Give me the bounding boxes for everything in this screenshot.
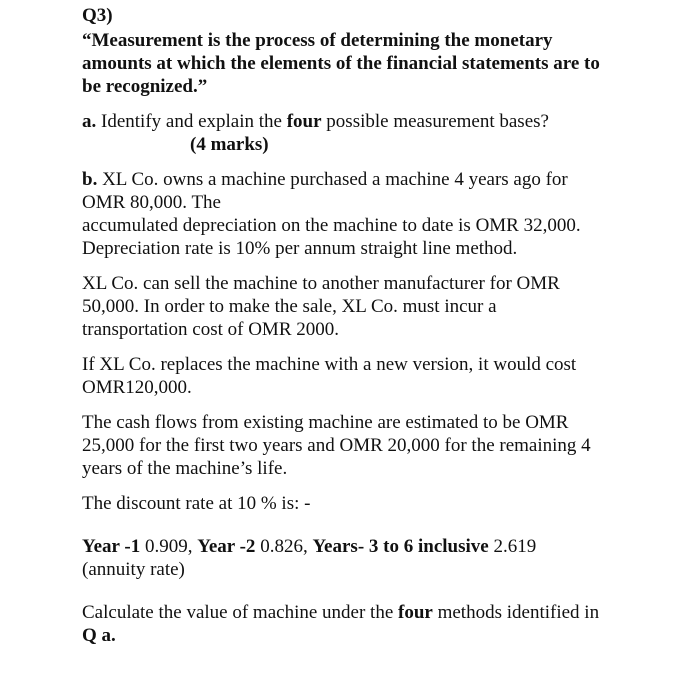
spacer xyxy=(82,581,602,601)
question-quote: “Measurement is the process of determining the monetary amounts at which the elements of the financial statements are to be recognized.” xyxy=(82,30,600,97)
year3-value: 2.619 (annuity rate) xyxy=(82,536,537,580)
part-b-cashflow-paragraph: The cash flows from existing machine are estimated to be OMR 25,000 for the first two years and OMR 20,000 for the remaining 4 years of the machine’s life. xyxy=(82,412,591,479)
question-document xyxy=(82,4,602,647)
question-number: Q3) xyxy=(82,5,113,26)
part-a xyxy=(82,110,602,156)
final-emphasis: four xyxy=(398,602,433,623)
part-b-sale-paragraph: XL Co. can sell the machine to another manufacturer for OMR 50,000. In order to make the sale, XL Co. must incur a transportation cost of OMR 2000. xyxy=(82,273,560,340)
discount-factors xyxy=(82,535,602,581)
part-a-emphasis: four xyxy=(286,111,322,132)
year2-value: 0.826, xyxy=(255,536,313,557)
final-text-middle: methods identified in xyxy=(432,602,600,623)
part-b-replacement-paragraph: If XL Co. replaces the machine with a new version, it would cost OMR120,000. xyxy=(82,354,577,398)
part-b-label: b. xyxy=(82,169,98,190)
part-a-label: a. xyxy=(82,111,97,132)
year2-label: Year -2 xyxy=(197,536,256,557)
year1-value: 0.909, xyxy=(140,536,198,557)
final-instruction xyxy=(82,601,602,647)
part-b-line1-text: XL Co. owns a machine purchased a machine 4 years ago for OMR 80,000. The xyxy=(82,169,568,213)
year3-label: Years- 3 to 6 inclusive xyxy=(312,536,489,557)
part-a-text-after: possible measurement bases? xyxy=(321,111,549,132)
part-a-marks: (4 marks) xyxy=(190,134,269,155)
year1-label: Year -1 xyxy=(82,536,141,557)
spacer xyxy=(82,515,602,535)
final-ref: Q a. xyxy=(82,625,116,646)
part-a-text-before: Identify and explain the xyxy=(96,111,287,132)
final-text-before: Calculate the value of machine under the xyxy=(82,602,399,623)
part-b-line1 xyxy=(82,168,602,214)
part-b-line2: accumulated depreciation on the machine to date is OMR 32,000. Depreciation rate is 10% per annum straight line method. xyxy=(82,215,581,259)
part-b-discount-intro: The discount rate at 10 % is: - xyxy=(82,493,311,514)
